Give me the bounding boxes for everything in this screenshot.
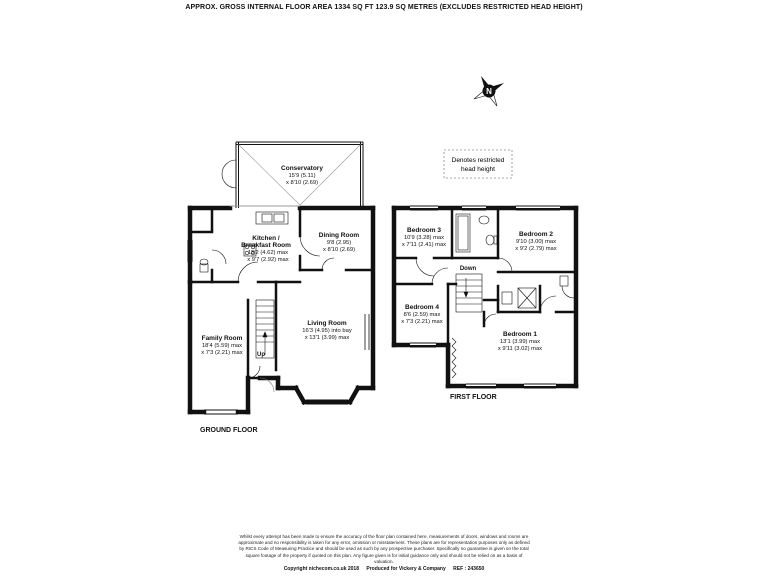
svg-text:x 9'2 (2.79) max: x 9'2 (2.79) max bbox=[515, 246, 557, 252]
bedroom-1-label bbox=[498, 331, 542, 352]
svg-text:Family Room: Family Room bbox=[201, 335, 243, 342]
ground-floor-plan bbox=[188, 142, 373, 414]
stairs-down-label: Down bbox=[459, 266, 477, 272]
legend-line-2: head height bbox=[461, 166, 495, 173]
bedroom-4-label bbox=[401, 304, 442, 325]
svg-text:13'1 (3.99) max: 13'1 (3.99) max bbox=[499, 339, 541, 345]
svg-text:16'3 (4.95) into bay: 16'3 (4.95) into bay bbox=[302, 328, 352, 334]
bedroom-2-label bbox=[515, 231, 556, 252]
family-room-label bbox=[201, 335, 242, 356]
compass-icon bbox=[466, 68, 512, 114]
svg-text:Breakfast Room: Breakfast Room bbox=[241, 242, 291, 249]
ground-floor-labels bbox=[201, 165, 359, 358]
dining-room-label bbox=[319, 232, 360, 253]
first-floor-label: FIRST FLOOR bbox=[450, 394, 497, 401]
svg-text:Bedroom 3: Bedroom 3 bbox=[407, 227, 441, 234]
living-room-label bbox=[302, 320, 352, 341]
svg-text:x 8'10 (2.69): x 8'10 (2.69) bbox=[285, 180, 319, 186]
svg-text:x 8'10 (2.69): x 8'10 (2.69) bbox=[322, 247, 356, 253]
svg-text:15'2 (4.62) max: 15'2 (4.62) max bbox=[247, 250, 289, 256]
bedroom-3-label bbox=[402, 227, 446, 248]
svg-text:Conservatory: Conservatory bbox=[281, 165, 323, 172]
svg-text:Bedroom 1: Bedroom 1 bbox=[503, 331, 537, 338]
bathroom-fittings bbox=[456, 214, 536, 308]
svg-text:x 7'11 (2.41) max: x 7'11 (2.41) max bbox=[401, 242, 447, 248]
svg-text:x 7'3 (2.21) max: x 7'3 (2.21) max bbox=[201, 350, 243, 356]
conservatory-label bbox=[281, 165, 323, 186]
ground-floor-stairs bbox=[256, 300, 274, 358]
stairs-up-label: Up bbox=[257, 352, 265, 358]
svg-text:8'6 (2.59) max: 8'6 (2.59) max bbox=[403, 312, 441, 318]
compass-north-letter: N bbox=[486, 87, 492, 96]
footer-copyright: Copyright nichecom.co.uk 2018 bbox=[283, 566, 359, 572]
svg-text:9'10 (3.00) max: 9'10 (3.00) max bbox=[515, 239, 557, 245]
kitchen-label bbox=[241, 235, 291, 263]
disclaimer-text: Whilst every attempt has been made to ensure the accuracy of the floor plan contained here, measurements of doors, windows and rooms are approximate and no responsibility is taken for any error, omission or misstatement. These plans are for representation purposes only as defined by RICS Code of Measuring Practice and should be used as such by any prospective purchaser. Specifically no guarantee is given on the total square footage of the property if quoted on this plan. Any figure given is for initial guidance only and should not be relied on as a basis of valuation. bbox=[238, 534, 530, 564]
restricted-head-height-legend bbox=[444, 150, 512, 178]
footer-produced-for: Produced for Vickery & Company bbox=[366, 566, 446, 572]
svg-text:Bedroom 4: Bedroom 4 bbox=[405, 304, 439, 311]
svg-text:15'9 (5.11): 15'9 (5.11) bbox=[288, 173, 316, 179]
svg-text:x 7'3 (2.21) max: x 7'3 (2.21) max bbox=[401, 319, 443, 325]
svg-text:x 13'1 (3.99) max: x 13'1 (3.99) max bbox=[304, 335, 350, 341]
wardrobe-zigzag bbox=[452, 338, 456, 378]
svg-text:9'8 (2.95): 9'8 (2.95) bbox=[326, 240, 352, 246]
svg-text:x 9'11 (3.02) max: x 9'11 (3.02) max bbox=[497, 346, 543, 352]
svg-text:Living Room: Living Room bbox=[307, 320, 347, 327]
svg-text:Kitchen /: Kitchen / bbox=[252, 235, 280, 242]
svg-text:x 9'7 (2.92) max: x 9'7 (2.92) max bbox=[247, 257, 289, 263]
svg-text:18'4 (5.59) max: 18'4 (5.59) max bbox=[201, 343, 243, 349]
first-floor-stairs bbox=[456, 274, 482, 312]
first-floor-labels bbox=[401, 227, 556, 352]
svg-text:Bedroom 2: Bedroom 2 bbox=[519, 231, 553, 238]
svg-text:Dining Room: Dining Room bbox=[318, 232, 360, 239]
legend-line-1: Denotes restricted bbox=[451, 157, 505, 164]
ground-floor-label: GROUND FLOOR bbox=[200, 427, 258, 434]
svg-text:10'9 (3.28) max: 10'9 (3.28) max bbox=[403, 235, 445, 241]
footer-reference: REF : 243650 bbox=[453, 566, 485, 572]
floor-area-title: APPROX. GROSS INTERNAL FLOOR AREA 1334 SQ FT 123.9 SQ METRES (EXCLUDES RESTRICTED HEAD HEIGHT) bbox=[185, 4, 583, 11]
footer bbox=[0, 566, 768, 572]
